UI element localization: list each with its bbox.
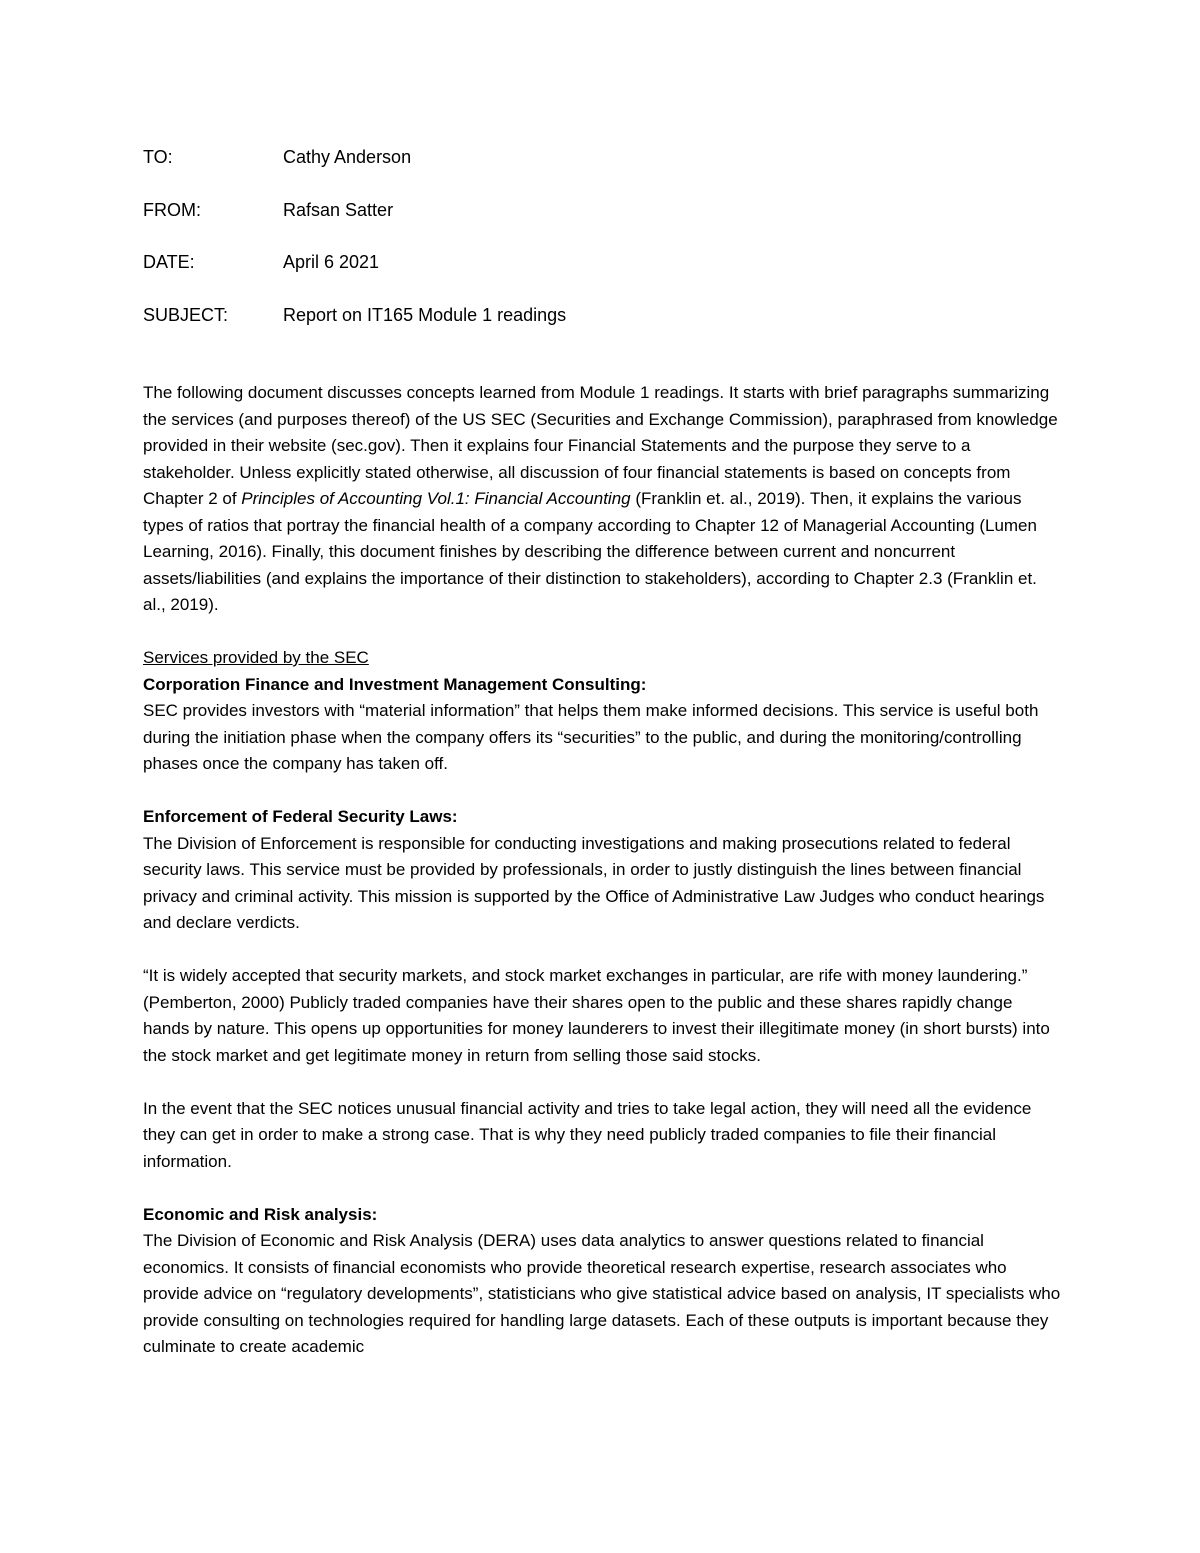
- quote-paragraph: “It is widely accepted that security markets, and stock market exchanges in particular, are rife with money laundering.” (Pemberton, 2000) Publicly traded companies have their shares open to the public and these shares rapidly change hands by nature. This opens up opportunities for money launderers to invest their illegitimate money (in short bursts) into the stock market and get legitimate money in return from selling those said stocks.: [143, 966, 1050, 1065]
- memo-date-label: DATE:: [143, 252, 195, 272]
- econ-section: [143, 1202, 1063, 1361]
- event-paragraph: In the event that the SEC notices unusual financial activity and tries to take legal action, they will need all the evidence they can get in order to make a strong case. That is why they need publicly traded companies to file their financial information.: [143, 1098, 1032, 1171]
- enf-paragraph: The Division of Enforcement is responsible for conducting investigations and making prosecutions related to federal security laws. This service must be provided by professionals, in order to justly distinguish the lines between financial privacy and criminal activity. This mission is supported by the Office of Administrative Law Judges who conduct hearings and declare verdicts.: [143, 833, 1045, 932]
- econ-paragraph: The Division of Economic and Risk Analysis (DERA) uses data analytics to answer questions related to financial economics. It consists of financial economists who provide theoretical research expertise, research associates who provide advice on “regulatory developments”, statisticians who give statistical advice based on analysis, IT specialists who provide consulting on technologies required for handling large datasets. Each of these outputs is important because they culminate to create academic: [143, 1231, 1061, 1356]
- intro-text-part1: The following document discusses concepts learned from Module 1 readings. It starts with brief paragraphs summarizing the services (and purposes thereof) of the US SEC (Securities and Exchange Commission), paraphrased from knowledge provided in their website (sec.gov). Then it explains four Financial Statements and the purpose they serve to a stakeholder. Unless explicitly stated otherwise, all discussion of four financial statements is based on concepts from Chapter 2 of: [143, 383, 1058, 508]
- memo-date-row: [143, 249, 1043, 276]
- memo-from-label: FROM:: [143, 199, 201, 220]
- intro-book-title: Principles of Accounting Vol.1: Financial Accounting: [241, 489, 631, 508]
- memo-to-label: TO:: [143, 147, 173, 167]
- memo-subject-row: [143, 302, 1043, 329]
- memo-to-row: [143, 144, 1043, 171]
- memo-date-value: April 6 2021: [283, 252, 380, 272]
- memo-subject-label: SUBJECT:: [143, 304, 229, 325]
- intro-paragraph: [143, 380, 1063, 619]
- corp-heading: Corporation Finance and Investment Management Consulting:: [143, 674, 647, 694]
- memo-to-value: Cathy Anderson: [283, 147, 412, 167]
- enf-heading: Enforcement of Federal Security Laws:: [143, 807, 458, 826]
- econ-heading: Economic and Risk analysis:: [143, 1204, 378, 1224]
- memo-body: [143, 380, 1063, 1361]
- corp-paragraph: SEC provides investors with “material information” that helps them make informed decisions. This service is useful both during the initiation phase when the company offers its “securities” to the public, and during the monitoring/controlling phases once the company has taken off.: [143, 701, 1039, 773]
- memo-from-row: [143, 197, 1043, 224]
- memo-subject-value: Report on IT165 Module 1 readings: [283, 304, 567, 325]
- enf-section: [143, 804, 1063, 937]
- memo-header: [143, 144, 1043, 354]
- corp-section: [143, 645, 1063, 778]
- services-section-title: Services provided by the SEC: [143, 648, 369, 667]
- intro-text-part2: (Franklin et. al., 2019). Then, it explains the various types of ratios that portray the financial health of a company according to Chapter 12 of Managerial Accounting (Lumen Learning, 2016). Finally, this document finishes by describing the difference between current and noncurrent assets/liabilities (and explains the importance of their distinction to stakeholders), according to Chapter 2.3 (Franklin et. al., 2019).: [143, 489, 1037, 614]
- memo-from-value: Rafsan Satter: [283, 199, 394, 220]
